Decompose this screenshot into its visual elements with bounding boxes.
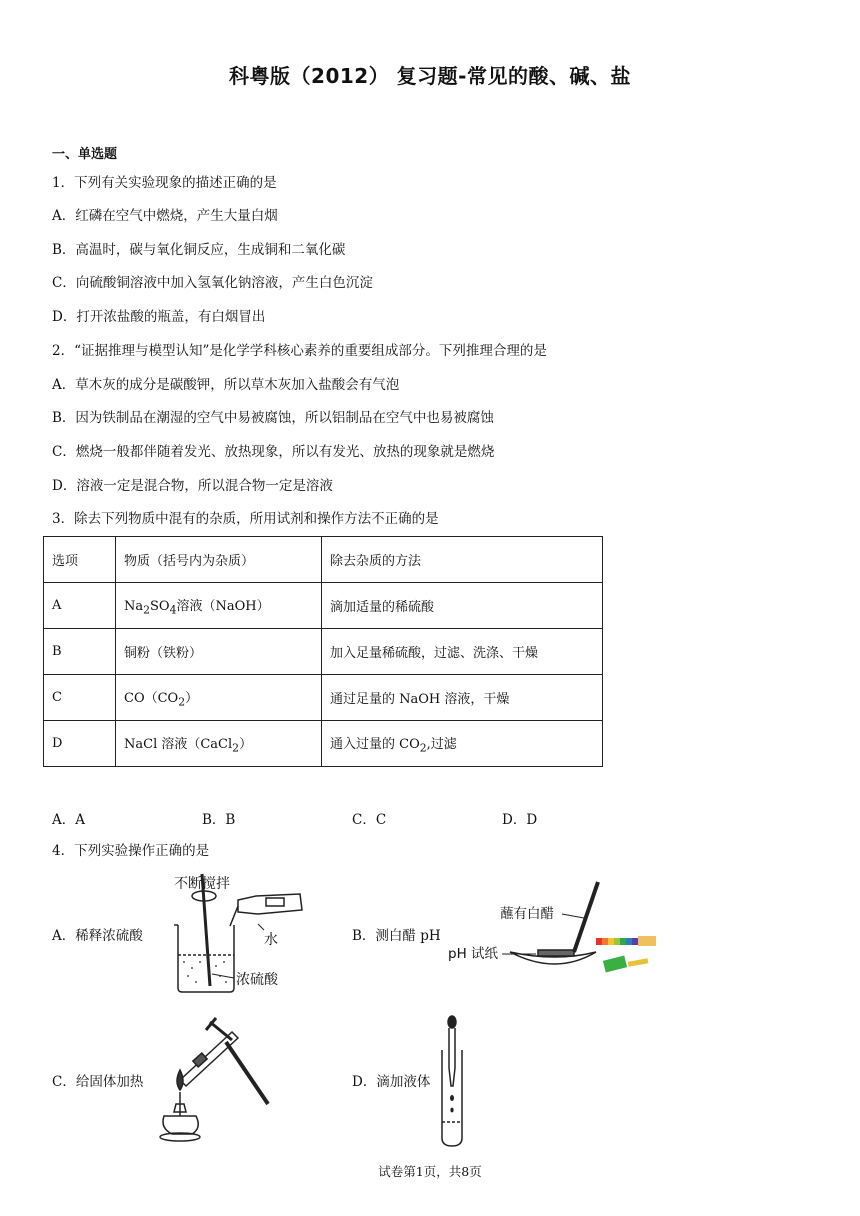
table-row (44, 629, 603, 675)
stir-label: 不断搅拌 (174, 876, 230, 892)
method-cell: 加入足量稀硫酸，过滤、洗涤、干燥 (322, 629, 603, 675)
option-cell: D (44, 721, 116, 767)
option-cell: C (44, 675, 116, 721)
ph-paper-label: pH 试纸 (448, 946, 499, 962)
q4-option-a: A．稀释浓硫酸 (52, 928, 143, 944)
q4-option-d: D．滴加液体 (352, 1074, 431, 1090)
q1-option-c: C．向硫酸铜溶液中加入氢氧化钠溶液，产生白色沉淀 (52, 275, 373, 291)
substance-cell: $Na_2SO_4$溶液（NaOH） (116, 583, 322, 629)
q4-option-c: C．给固体加热 (52, 1074, 144, 1090)
acid-label: 浓硫酸 (236, 972, 278, 988)
substance-cell: 铜粉（铁粉） (116, 629, 322, 675)
q2-option-c: C．燃烧一般都伴随着发光、放热现象，所以有发光、放热的现象就是燃烧 (52, 444, 495, 460)
q4-option-b: B．测白醋 pH (352, 928, 441, 944)
water-label: 水 (264, 932, 278, 948)
q3-answer-choices (0, 808, 860, 828)
q2-option-d: D．溶液一定是混合物，所以混合物一定是溶液 (52, 478, 333, 494)
method-cell: 通过足量的 NaOH 溶液，干燥 (322, 675, 603, 721)
vinegar-label: 蘸有白醋 (500, 906, 554, 922)
section-heading: 一、单选题 (52, 147, 118, 162)
answer-choice-d: D．D (502, 812, 538, 828)
answer-choice-c: C．C (352, 812, 387, 828)
question-4-stem: 4．下列实验操作正确的是 (52, 843, 210, 859)
heat-solid-figure (150, 1012, 280, 1147)
answer-choice-b: B．B (202, 812, 236, 828)
table-row (44, 583, 603, 629)
table-header-cell: 除去杂质的方法 (322, 537, 603, 583)
answer-choice-a: A．A (52, 812, 85, 828)
q1-option-b: B．高温时，碳与氧化铜反应，生成铜和二氧化碳 (52, 242, 346, 258)
table-header-cell: 选项 (44, 537, 116, 583)
impurity-table (43, 536, 603, 767)
page-title: 科粤版（2012） 复习题-常见的酸、碱、盐 (229, 64, 631, 88)
q2-option-b: B．因为铁制品在潮湿的空气中易被腐蚀，所以铝制品在空气中也易被腐蚀 (52, 410, 494, 426)
method-cell: 滴加适量的稀硫酸 (322, 583, 603, 629)
substance-cell: NaCl 溶液（CaCl$_2$） (116, 721, 322, 767)
table-row (44, 721, 603, 767)
page-footer: 试卷第1页，共8页 (378, 1164, 482, 1179)
q1-option-d: D．打开浓盐酸的瓶盖，有白烟冒出 (52, 309, 266, 325)
q2-option-a: A．草木灰的成分是碳酸钾，所以草木灰加入盐酸会有气泡 (52, 377, 400, 393)
q1-option-a: A．红磷在空气中燃烧，产生大量白烟 (52, 208, 278, 224)
substance-cell: $CO(CO_2)$ (116, 675, 322, 721)
question-2-stem: 2．“证据推理与模型认知”是化学学科核心素养的重要组成部分。下列推理合理的是 (52, 343, 547, 359)
drop-liquid-figure (432, 1014, 472, 1150)
ph-test-figure (446, 878, 676, 978)
table-header-cell: 物质（括号内为杂质） (116, 537, 322, 583)
dilute-acid-figure (160, 870, 335, 1000)
question-3-stem: 3．除去下列物质中混有的杂质，所用试剂和操作方法不正确的是 (52, 511, 439, 527)
table-header-row (44, 537, 603, 583)
method-cell: 通入过量的 $CO_2$,过滤 (322, 721, 603, 767)
option-cell: A (44, 583, 116, 629)
table-row (44, 675, 603, 721)
option-cell: B (44, 629, 116, 675)
question-1-stem: 1．下列有关实验现象的描述正确的是 (52, 175, 277, 191)
